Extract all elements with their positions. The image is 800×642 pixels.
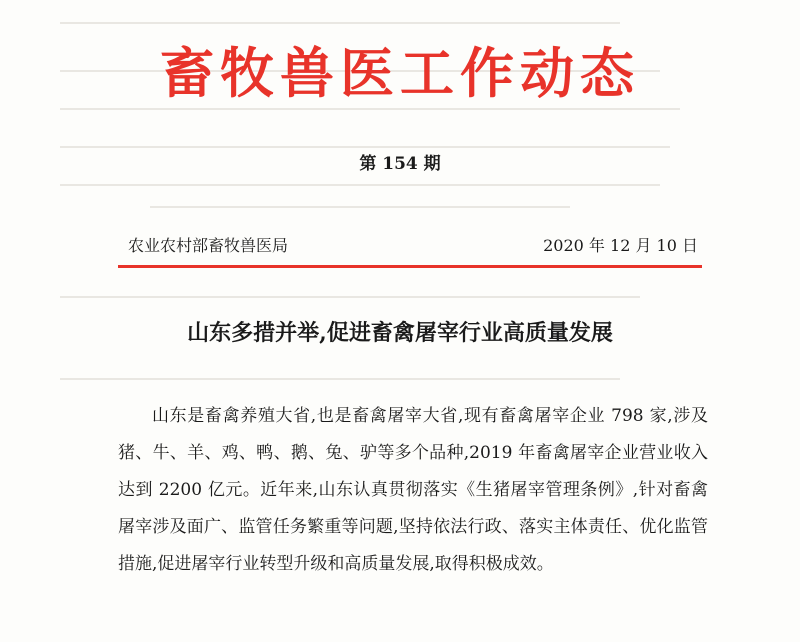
bleed-through-line <box>60 22 620 24</box>
masthead-title: 畜牧兽医工作动态 <box>160 41 640 105</box>
red-divider-rule <box>118 265 702 268</box>
article-headline: 山东多措并举,促进畜禽屠宰行业高质量发展 <box>187 320 613 346</box>
bleed-through-line <box>60 146 670 148</box>
publish-date: 2020 年 12 月 10 日 <box>543 236 698 255</box>
bleed-through-line <box>60 378 620 380</box>
article-paragraph: 山东是畜禽养殖大省,也是畜禽屠宰大省,现有畜禽屠宰企业 798 家,涉及猪、牛、羊、鸡、鸭、鹅、兔、驴等多个品种,2019 年畜禽屠宰企业营业收入达到 2200 亿元。近年来,山东认真贯彻落实《生猪屠宰管理条例》,针对畜禽屠宰涉及面广、监管任务繁重等问题,坚持依法行政、落实主体责任、优化监管措施,促进屠宰行业转型升级和高质量发展,取得积极成效。 <box>118 406 708 574</box>
bleed-through-line <box>150 206 570 208</box>
bleed-through-line <box>60 184 660 186</box>
article-body <box>118 398 708 583</box>
bleed-through-line <box>60 296 640 298</box>
publisher-name: 农业农村部畜牧兽医局 <box>128 236 289 255</box>
issue-number: 第 154 期 <box>359 154 441 174</box>
bleed-through-line <box>60 108 680 110</box>
